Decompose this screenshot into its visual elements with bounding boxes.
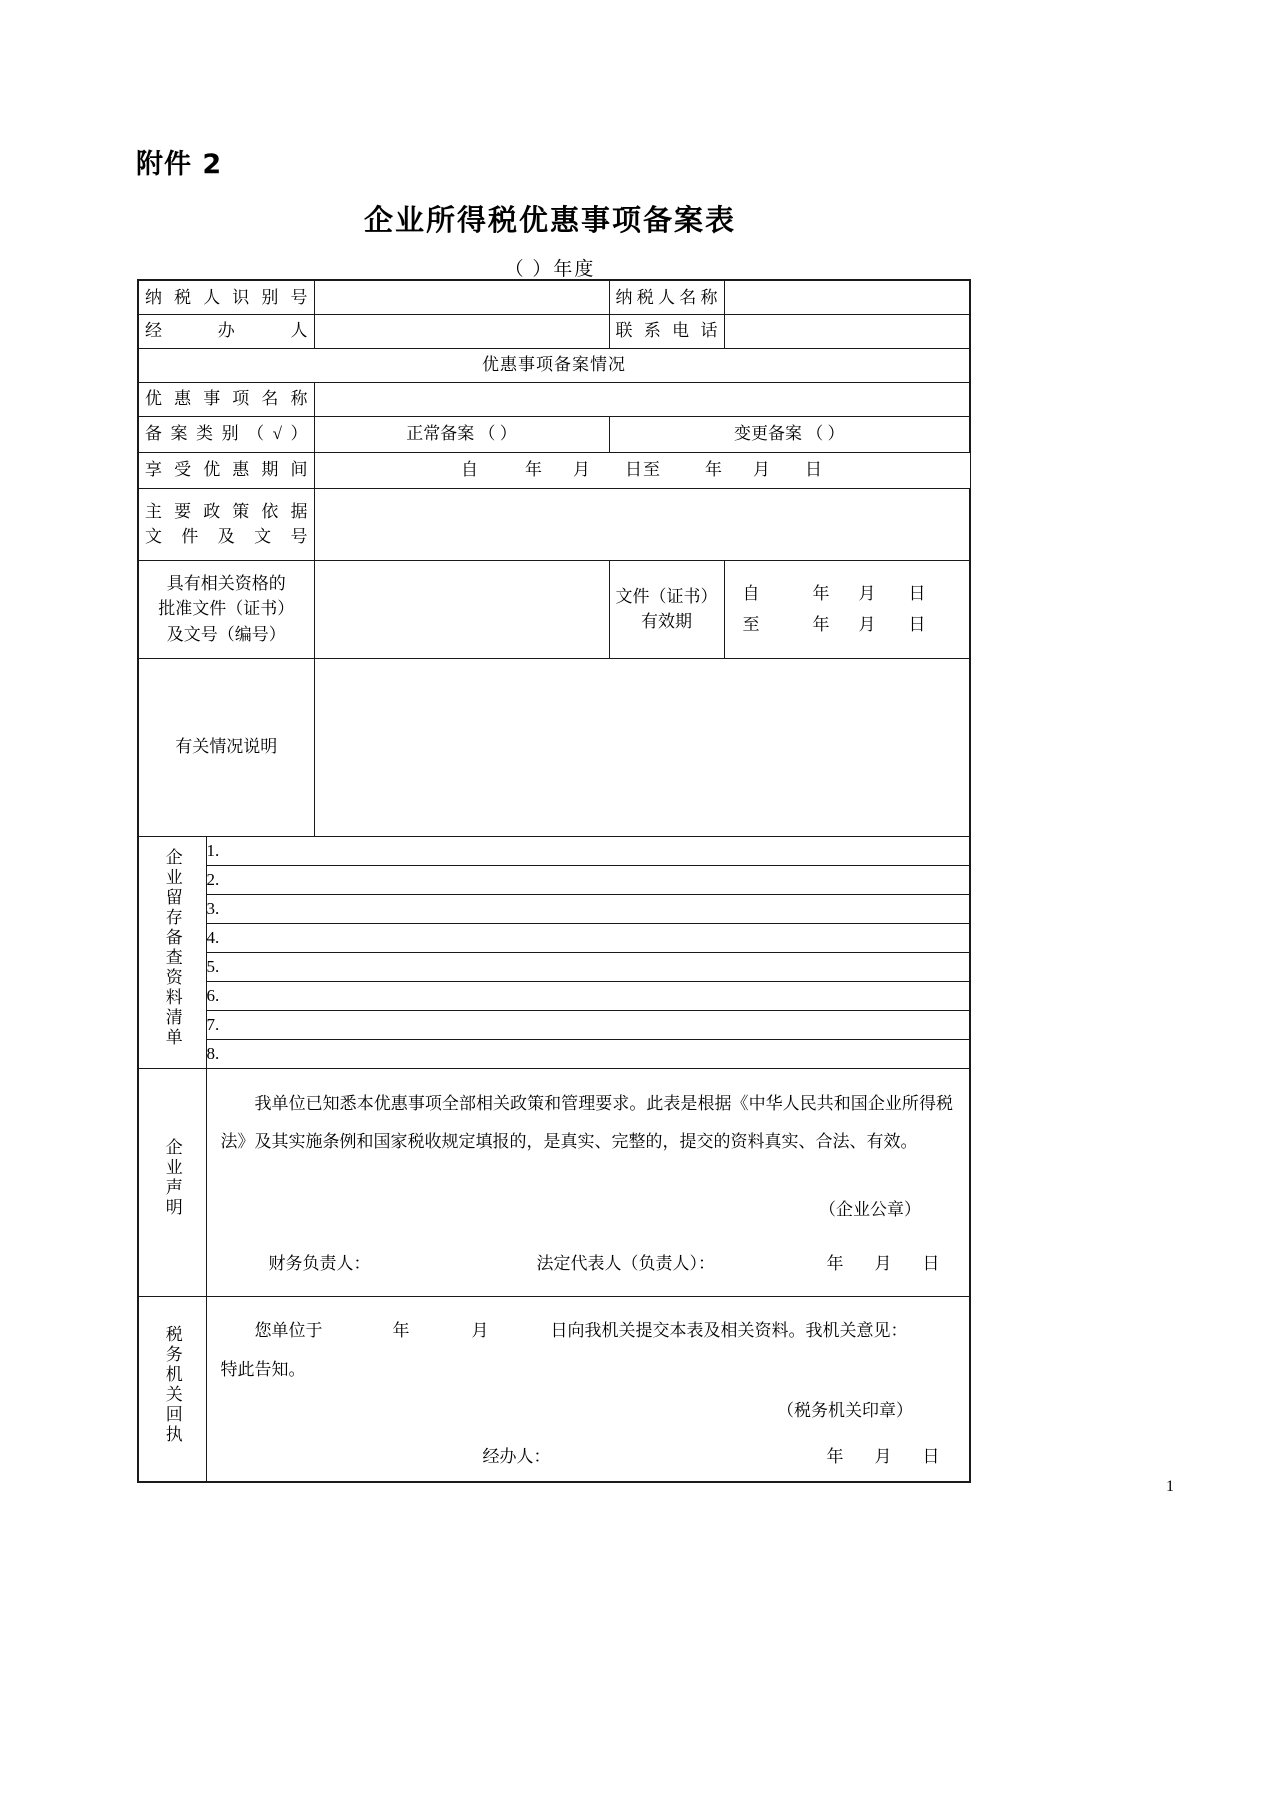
table-row-agent bbox=[138, 314, 970, 348]
declaration-date-month: 月 bbox=[874, 1253, 893, 1273]
table-row-taxpayer-id bbox=[138, 280, 970, 314]
list-item-number: 6. bbox=[206, 985, 220, 1005]
list-item-number: 3. bbox=[206, 898, 220, 918]
list-item-number: 4. bbox=[206, 927, 220, 947]
validity-to-year: 年 bbox=[812, 615, 831, 634]
list-item[interactable] bbox=[206, 894, 970, 923]
phone-label: 联 系 电 话 bbox=[609, 314, 724, 348]
declaration-signature-row bbox=[207, 1223, 970, 1289]
taxpayer-name-field[interactable] bbox=[724, 280, 970, 314]
tax-filing-form-table bbox=[137, 279, 971, 1483]
page-number: 1 bbox=[1166, 1478, 1174, 1495]
validity-from-text: 自 bbox=[742, 583, 761, 603]
validity-label-line1: 文件（证书） bbox=[615, 586, 718, 606]
list-item-number: 8. bbox=[206, 1043, 220, 1063]
table-row-section-title bbox=[138, 348, 970, 382]
receipt-prefix: 您单位于 bbox=[254, 1320, 323, 1340]
taxpayer-id-label: 纳税人识别号 bbox=[138, 280, 314, 314]
period-month-text: 月 bbox=[573, 460, 591, 480]
phone-field[interactable] bbox=[724, 314, 970, 348]
list-item-number: 2. bbox=[206, 869, 220, 889]
remarks-field[interactable] bbox=[314, 658, 970, 836]
agent-label: 经 办 人 bbox=[138, 314, 314, 348]
table-row-filing-category bbox=[138, 416, 970, 452]
table-row-retained-doc-3 bbox=[138, 894, 970, 923]
tax-receipt-line2: 特此告知。 bbox=[220, 1359, 306, 1379]
table-row-retained-doc-2 bbox=[138, 865, 970, 894]
finance-officer-label[interactable]: 财务负责人： bbox=[268, 1253, 371, 1273]
receipt-agent-label[interactable]: 经办人： bbox=[482, 1446, 551, 1466]
table-row-benefit-period bbox=[138, 452, 970, 488]
declaration-date-year: 年 bbox=[826, 1253, 845, 1273]
legal-rep-label[interactable]: 法定代表人（负责人）： bbox=[536, 1253, 715, 1273]
period-month2-text: 月 bbox=[753, 460, 771, 480]
table-row-tax-receipt bbox=[138, 1296, 970, 1482]
table-row-retained-doc-7 bbox=[138, 1010, 970, 1039]
filing-section-title: 优惠事项备案情况 bbox=[138, 348, 970, 382]
declaration-vertical-label: 企业声明 bbox=[138, 1068, 206, 1296]
receipt-date-month: 月 bbox=[874, 1446, 893, 1466]
receipt-date-day: 日 bbox=[922, 1446, 941, 1466]
remarks-label: 有关情况说明 bbox=[138, 658, 314, 836]
list-item[interactable] bbox=[206, 865, 970, 894]
attachment-label: 附件 2 bbox=[136, 149, 223, 180]
declaration-date[interactable] bbox=[827, 1251, 941, 1277]
policy-basis-label bbox=[138, 488, 314, 560]
table-row-remarks bbox=[138, 658, 970, 836]
declaration-date-day: 日 bbox=[922, 1253, 941, 1273]
item-name-label: 优惠事项名称 bbox=[138, 382, 314, 416]
list-item[interactable] bbox=[206, 952, 970, 981]
policy-basis-field[interactable] bbox=[314, 488, 970, 560]
benefit-period-label: 享受优惠期间 bbox=[138, 452, 314, 488]
year-subtitle: （ ）年度 bbox=[504, 259, 596, 280]
tax-receipt-vertical-label: 税务机关回执 bbox=[138, 1296, 206, 1482]
receipt-year: 年 bbox=[392, 1320, 410, 1340]
list-item[interactable] bbox=[206, 836, 970, 865]
table-row-policy-basis bbox=[138, 488, 970, 560]
table-row-retained-doc-4 bbox=[138, 923, 970, 952]
table-row-declaration bbox=[138, 1068, 970, 1296]
qualification-label-line1: 具有相关资格的 bbox=[166, 573, 286, 593]
validity-from-year: 年 bbox=[812, 583, 831, 603]
validity-label-line2: 有效期 bbox=[641, 612, 692, 631]
list-item-number: 5. bbox=[206, 956, 220, 976]
tax-authority-seal-note: （税务机关印章） bbox=[777, 1400, 913, 1420]
period-day2-text: 日 bbox=[805, 460, 823, 480]
validity-date-field[interactable] bbox=[724, 560, 970, 658]
filing-category-label: 备案类别（√） bbox=[138, 416, 314, 452]
validity-from-day: 日 bbox=[908, 583, 927, 603]
receipt-date-year: 年 bbox=[826, 1446, 845, 1466]
validity-to-text: 至 bbox=[742, 615, 761, 634]
qualification-field[interactable] bbox=[314, 560, 609, 658]
receipt-date[interactable] bbox=[827, 1437, 941, 1476]
table-row-item-name bbox=[138, 382, 970, 416]
table-row-retained-doc-8 bbox=[138, 1039, 970, 1068]
company-seal-note: （企业公章） bbox=[819, 1200, 921, 1219]
table-row-retained-doc-1 bbox=[138, 836, 970, 865]
tax-receipt-line1 bbox=[221, 1311, 956, 1350]
table-row-retained-doc-5 bbox=[138, 952, 970, 981]
page-title: 企业所得税优惠事项备案表 bbox=[363, 203, 736, 237]
period-from-text: 自 bbox=[461, 460, 479, 480]
qualification-label-line3: 及文号（编号） bbox=[166, 624, 286, 644]
list-item[interactable] bbox=[206, 1010, 970, 1039]
table-row-retained-doc-6 bbox=[138, 981, 970, 1010]
receipt-month: 月 bbox=[471, 1320, 489, 1340]
category-normal-option[interactable]: 正常备案 （ ） bbox=[314, 416, 609, 452]
validity-to-day: 日 bbox=[908, 615, 927, 634]
list-item[interactable] bbox=[206, 923, 970, 952]
tax-receipt-content bbox=[206, 1296, 970, 1482]
period-year2-text: 年 bbox=[705, 460, 723, 480]
benefit-period-field[interactable] bbox=[314, 452, 970, 488]
policy-label-line1: 主要政策依据 bbox=[145, 501, 308, 521]
item-name-field[interactable] bbox=[314, 382, 970, 416]
validity-to-month: 月 bbox=[858, 615, 877, 634]
tax-receipt-text bbox=[207, 1297, 970, 1473]
taxpayer-id-field[interactable] bbox=[314, 280, 609, 314]
qualification-label-line2: 批准文件（证书） bbox=[158, 599, 295, 619]
list-item[interactable] bbox=[206, 981, 970, 1010]
period-day-to-text: 日至 bbox=[625, 460, 661, 480]
policy-label-line2: 文件及文号 bbox=[145, 527, 308, 546]
validity-from-month: 月 bbox=[858, 583, 877, 603]
declaration-text: 我单位已知悉本优惠事项全部相关政策和管理要求。此表是根据《中华人民共和国企业所得税法》及其实施条例和国家税收规定填报的，是真实、完整的，提交的资料真实、合法、有效。 bbox=[220, 1093, 953, 1151]
table-row-qualification bbox=[138, 560, 970, 658]
qualification-label bbox=[138, 560, 314, 658]
list-item-number: 7. bbox=[206, 1014, 220, 1034]
validity-label bbox=[609, 560, 724, 658]
category-change-option[interactable]: 变更备案 （ ） bbox=[609, 416, 970, 452]
receipt-suffix: 日向我机关提交本表及相关资料。我机关意见： bbox=[550, 1320, 908, 1340]
agent-field[interactable] bbox=[314, 314, 609, 348]
taxpayer-name-label: 纳税人名称 bbox=[609, 280, 724, 314]
list-item-number: 1. bbox=[206, 840, 220, 860]
period-year-text: 年 bbox=[525, 460, 543, 480]
list-item[interactable] bbox=[206, 1039, 970, 1068]
retained-docs-vertical-label: 企业留存备查资料清单 bbox=[138, 836, 206, 1068]
declaration-content bbox=[206, 1068, 970, 1296]
